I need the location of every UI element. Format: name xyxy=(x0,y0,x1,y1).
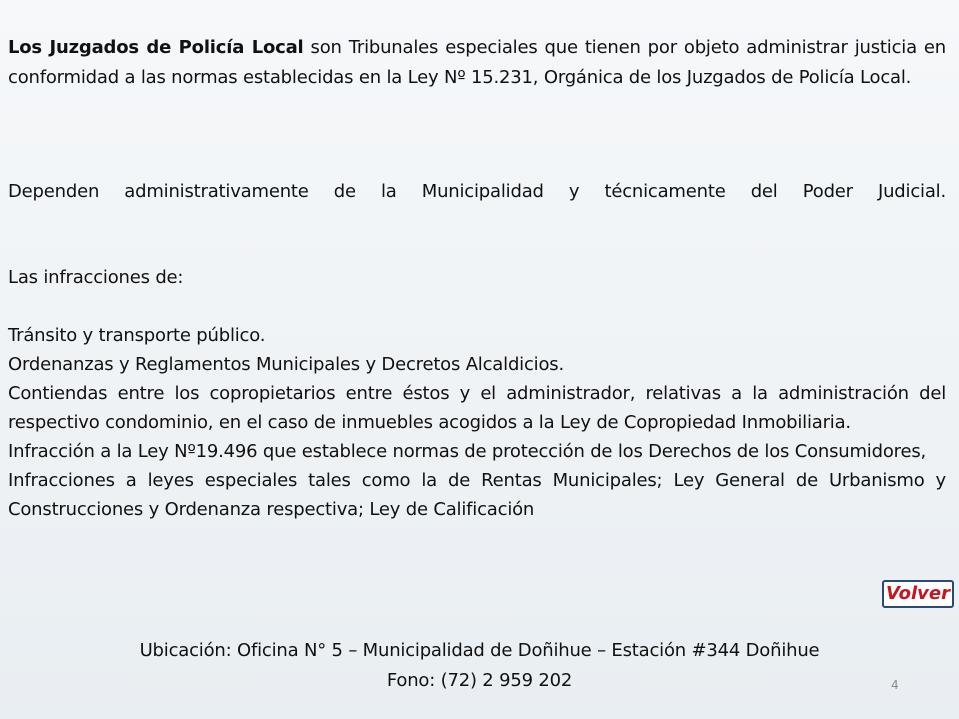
dependency-paragraph: Dependen administrativamente de la Municipalidad y técnicamente del Poder Judicial. xyxy=(8,181,946,202)
list-item: Ordenanzas y Reglamentos Municipales y Decretos Alcaldicios. xyxy=(8,354,564,375)
intro-paragraph xyxy=(8,33,946,93)
infractions-heading: Las infracciones de: xyxy=(8,267,184,288)
intro-rest: son Tribunales especiales que tienen por objeto administrar justicia en conformidad a las normas establecidas en la Ley Nº 15.231, Orgánica de los Juzgados de Policía Local. xyxy=(8,37,946,88)
page-number: 4 xyxy=(891,678,899,692)
list-item: Infracción a la Ley Nº19.496 que establece normas de protección de los Derechos de los Consumidores, xyxy=(8,441,927,462)
volver-button[interactable]: Volver xyxy=(882,580,954,608)
intro-lead: Los Juzgados de Policía Local xyxy=(8,37,304,58)
list-item: Tránsito y transporte público. xyxy=(8,325,266,346)
footer-phone: Fono: (72) 2 959 202 xyxy=(386,670,573,691)
list-item: Contiendas entre los copropietarios entre éstos y el administrador, relativas a la administración del respectivo condominio, en el caso de inmuebles acogidos a la Ley de Copropiedad Inmobiliaria. xyxy=(8,383,946,433)
list-item: Infracciones a leyes especiales tales como la de Rentas Municipales; Ley General de Urbanismo y Construcciones y Ordenanza respectiva; Ley de Calificación xyxy=(8,470,946,520)
footer xyxy=(0,636,959,696)
infractions-list xyxy=(8,321,946,524)
footer-location: Ubicación: Oficina N° 5 – Municipalidad de Doñihue – Estación #344 Doñihue xyxy=(139,640,820,661)
